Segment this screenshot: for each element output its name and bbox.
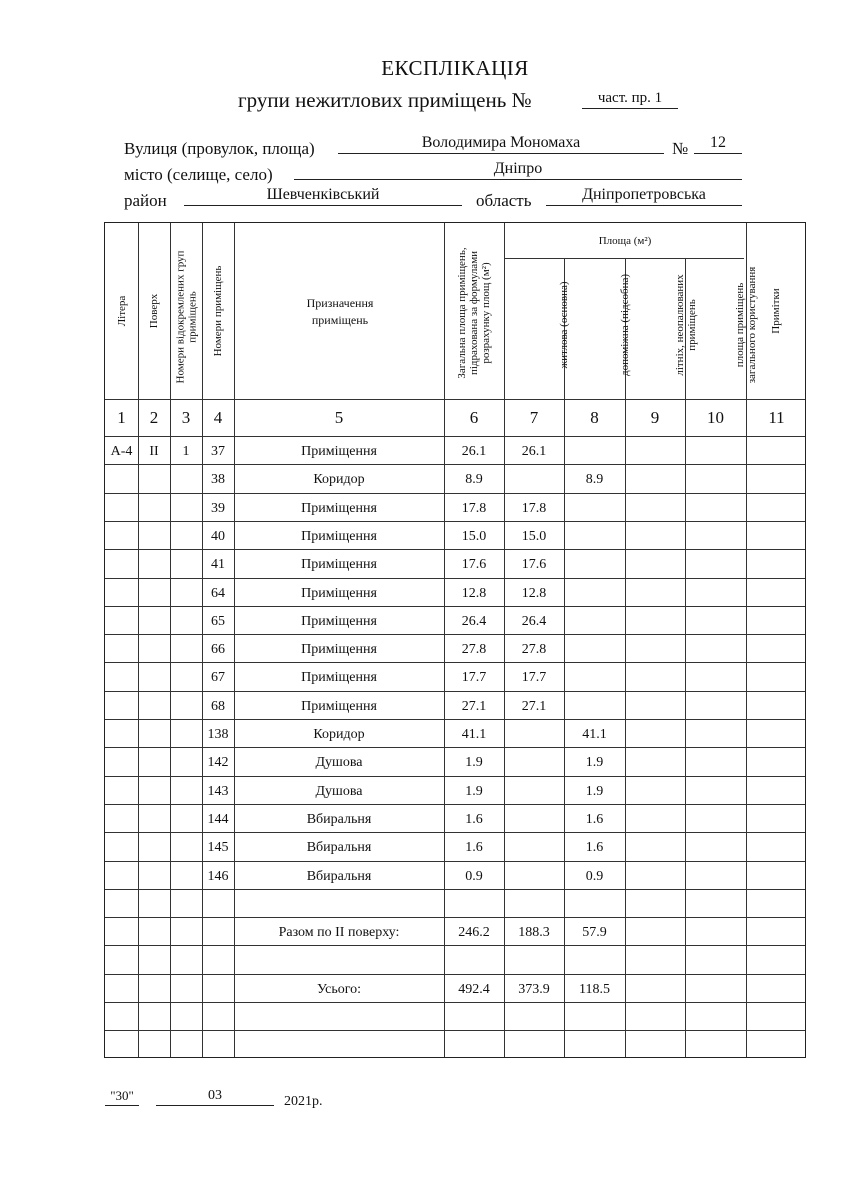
date-day: "30" bbox=[105, 1088, 139, 1106]
cell-purpose: Приміщення bbox=[301, 642, 377, 658]
column-number-11: 11 bbox=[768, 408, 785, 427]
col-header-total-area: Загальна площа приміщень, підрахована за формулами розрахунку площ (м²) bbox=[456, 247, 492, 379]
cell-purpose: Разом по ІІ поверху: bbox=[278, 925, 400, 941]
cell-purpose: Приміщення bbox=[301, 500, 377, 516]
cell-liter: А-4 bbox=[110, 444, 133, 459]
cell-purpose: Приміщення bbox=[301, 613, 377, 629]
cell-purpose: Душова bbox=[315, 755, 363, 771]
number-value: 12 bbox=[694, 134, 742, 154]
cell-floor: ІІ bbox=[149, 444, 159, 459]
group-number: част. пр. 1 bbox=[582, 90, 678, 109]
column-number-7: 7 bbox=[529, 408, 539, 427]
region-label: область bbox=[476, 191, 532, 210]
cell-aux-area: 1.9 bbox=[585, 783, 604, 799]
cell-room-number: 144 bbox=[207, 811, 229, 827]
cell-total-area: 0.9 bbox=[465, 868, 483, 884]
date-year: 2021р. bbox=[284, 1094, 323, 1109]
cell-purpose: Приміщення bbox=[301, 670, 377, 686]
cell-room-number: 68 bbox=[211, 698, 225, 714]
explication-table bbox=[104, 222, 806, 1058]
cell-total-area: 8.9 bbox=[465, 472, 483, 488]
district-value: Шевченківський bbox=[184, 186, 462, 206]
cell-purpose: Коридор bbox=[313, 472, 365, 488]
column-number-4: 4 bbox=[213, 408, 223, 427]
cell-aux-area: 1.6 bbox=[585, 811, 604, 827]
cell-aux-area: 1.9 bbox=[585, 755, 604, 771]
cell-living-area: 17.8 bbox=[521, 500, 547, 516]
column-number-1: 1 bbox=[117, 408, 126, 427]
street-value: Володимира Мономаха bbox=[338, 134, 664, 154]
cell-room-number: 41 bbox=[211, 557, 225, 573]
document-title: ЕКСПЛІКАЦІЯ bbox=[381, 56, 529, 80]
cell-total-area: 27.1 bbox=[461, 698, 487, 714]
col-header-notes: Примітки bbox=[770, 288, 782, 334]
cell-room-number: 146 bbox=[207, 868, 229, 884]
cell-purpose: Коридор bbox=[313, 727, 365, 742]
city-label: місто (селище, село) bbox=[124, 165, 273, 184]
cell-aux-area: 41.1 bbox=[582, 727, 607, 742]
col-header-auxiliary: допоміжна (підсобна) bbox=[619, 273, 631, 377]
document-subtitle: групи нежитлових приміщень № bbox=[238, 88, 532, 112]
col-header-group-numbers: Номери відокремлених груп приміщень bbox=[174, 250, 199, 384]
city-value: Дніпро bbox=[294, 160, 742, 180]
cell-group: 1 bbox=[182, 444, 190, 459]
cell-living-area: 188.3 bbox=[518, 925, 550, 941]
street-label: Вулиця (провулок, площа) bbox=[124, 139, 315, 158]
column-number-9: 9 bbox=[650, 408, 660, 427]
district-label: район bbox=[124, 191, 167, 210]
cell-room-number: 65 bbox=[211, 613, 225, 629]
cell-living-area: 26.4 bbox=[521, 613, 547, 629]
cell-room-number: 67 bbox=[211, 670, 225, 686]
cell-room-number: 143 bbox=[207, 783, 229, 799]
cell-room-number: 39 bbox=[211, 500, 225, 516]
cell-living-area: 373.9 bbox=[518, 981, 550, 997]
cell-total-area: 17.7 bbox=[461, 670, 487, 686]
cell-total-area: 246.2 bbox=[458, 925, 490, 941]
cell-purpose: Приміщення bbox=[301, 444, 377, 459]
cell-purpose: Усього: bbox=[316, 981, 362, 997]
col-header-room-numbers: Номери приміщень bbox=[212, 265, 224, 357]
cell-total-area: 26.1 bbox=[461, 444, 487, 459]
column-number-3: 3 bbox=[181, 408, 191, 427]
col-header-summer: літніх, неопалюваних приміщень bbox=[674, 274, 698, 376]
cell-purpose: Приміщення bbox=[301, 698, 377, 714]
cell-purpose: Вбиральня bbox=[306, 868, 372, 884]
region-value: Дніпропетровська bbox=[546, 186, 742, 206]
cell-living-area: 15.0 bbox=[521, 528, 547, 544]
cell-living-area: 17.7 bbox=[521, 670, 547, 686]
column-number-10: 10 bbox=[707, 408, 724, 427]
cell-purpose: Приміщення bbox=[301, 585, 377, 601]
cell-total-area: 17.8 bbox=[461, 500, 487, 516]
cell-room-number: 138 bbox=[207, 727, 229, 742]
col-header-floor: Поверх bbox=[148, 293, 160, 329]
cell-room-number: 142 bbox=[207, 755, 229, 771]
cell-purpose: Душова bbox=[315, 783, 363, 799]
cell-room-number: 38 bbox=[211, 472, 225, 488]
cell-total-area: 12.8 bbox=[461, 585, 487, 601]
cell-living-area: 26.1 bbox=[521, 444, 547, 459]
cell-purpose: Вбиральня bbox=[306, 811, 372, 827]
cell-aux-area: 118.5 bbox=[579, 981, 610, 997]
column-number-8: 8 bbox=[590, 408, 599, 427]
cell-purpose: Приміщення bbox=[301, 557, 377, 573]
cell-purpose: Приміщення bbox=[301, 528, 377, 544]
col-header-common: площа приміщень загального користування bbox=[734, 266, 758, 384]
cell-aux-area: 57.9 bbox=[582, 925, 607, 941]
cell-purpose: Вбиральня bbox=[306, 840, 372, 856]
cell-total-area: 17.6 bbox=[461, 557, 487, 573]
number-label: № bbox=[672, 139, 689, 158]
col-header-liter: Літера bbox=[116, 295, 128, 327]
cell-living-area: 27.8 bbox=[521, 642, 547, 658]
cell-total-area: 1.6 bbox=[465, 840, 483, 856]
cell-total-area: 26.4 bbox=[461, 613, 487, 629]
cell-living-area: 12.8 bbox=[521, 585, 547, 601]
cell-total-area: 41.1 bbox=[461, 727, 487, 742]
column-number-6: 6 bbox=[469, 408, 479, 427]
cell-room-number: 64 bbox=[211, 585, 225, 601]
cell-room-number: 37 bbox=[211, 444, 225, 459]
cell-room-number: 40 bbox=[211, 528, 225, 544]
column-number-5: 5 bbox=[334, 408, 344, 427]
cell-room-number: 145 bbox=[207, 840, 229, 856]
col-header-area-group: Площа (м²) bbox=[598, 235, 652, 247]
cell-aux-area: 1.6 bbox=[585, 840, 604, 856]
col-header-living: житлова (основна) bbox=[558, 281, 570, 369]
cell-living-area: 27.1 bbox=[521, 698, 547, 714]
cell-total-area: 27.8 bbox=[461, 642, 487, 658]
cell-total-area: 15.0 bbox=[461, 528, 487, 544]
cell-aux-area: 0.9 bbox=[585, 868, 604, 884]
col-header-purpose: Призначення приміщень bbox=[306, 296, 374, 327]
column-number-2: 2 bbox=[149, 408, 159, 427]
cell-living-area: 17.6 bbox=[521, 557, 547, 573]
date-month: 03 bbox=[156, 1088, 274, 1106]
cell-total-area: 1.9 bbox=[465, 783, 483, 799]
cell-room-number: 66 bbox=[211, 642, 225, 658]
cell-total-area: 492.4 bbox=[458, 981, 490, 997]
cell-aux-area: 8.9 bbox=[585, 472, 604, 488]
cell-total-area: 1.9 bbox=[465, 755, 483, 771]
cell-total-area: 1.6 bbox=[465, 811, 483, 827]
